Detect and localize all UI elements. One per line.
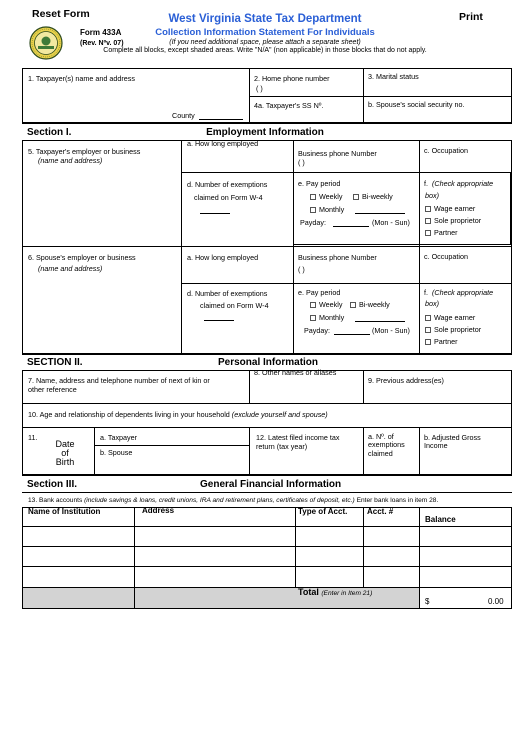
spouse-sole-proprietor-checkbox[interactable]: Sole proprietor	[425, 326, 481, 334]
spouse-employer-label: 6. Spouse's employer or business	[28, 253, 136, 262]
home-phone-label: 2. Home phone number	[254, 74, 330, 83]
col-acct-number: Acct. #	[367, 507, 394, 516]
occupation-label: c. Occupation	[424, 146, 468, 155]
taxpayer-name-label: 1. Taxpayer(s) name and address	[28, 74, 135, 83]
spouse-check-box-note: (Check appropriate	[432, 288, 494, 297]
section-1-label: Section I.	[27, 127, 72, 138]
dob-taxpayer-label: a. Taxpayer	[100, 433, 138, 442]
form-title: Collection Information Statement For Individuals	[155, 27, 375, 38]
spouse-business-phone-label: Business phone Number	[298, 253, 377, 262]
spouse-exemptions-sub: claimed on Form W-4	[200, 301, 269, 310]
col-type-of-acct: Type of Acct.	[298, 507, 348, 516]
taxpayer-name-field[interactable]	[28, 86, 243, 110]
check-box-note-2: box)	[425, 191, 439, 200]
section-2-title: Personal Information	[218, 357, 319, 368]
spouse-monthly-field[interactable]	[355, 321, 405, 322]
check-box-note: (Check appropriate	[432, 179, 494, 188]
dependents-label: 10. Age and relationship of dependents living in your household (exclude yourself and spouse)	[28, 410, 328, 419]
total-row-shade	[23, 588, 134, 608]
spouse-weekly-checkbox[interactable]: Weekly	[310, 301, 342, 309]
item-11-label: 11.	[28, 433, 38, 442]
spouse-biweekly-checkbox[interactable]: Bi-weekly	[350, 301, 390, 309]
business-phone-field[interactable]: ( )	[298, 158, 305, 167]
payday-label: Payday:	[300, 218, 326, 227]
spouse-business-phone-field[interactable]: ( )	[298, 265, 305, 274]
spouse-payday-field[interactable]	[334, 334, 370, 335]
spouse-employer-sub: (name and address)	[38, 264, 103, 273]
section-1-title: Employment Information	[206, 127, 324, 138]
income-tax-sub: return (tax year)	[256, 442, 308, 451]
f-label: f.	[424, 179, 428, 188]
next-of-kin-sub: other reference	[28, 385, 77, 394]
marital-status-label: 3. Marital status	[368, 72, 419, 81]
county-label: County	[172, 111, 195, 120]
spouse-partner-checkbox[interactable]: Partner	[425, 338, 458, 346]
biweekly-checkbox[interactable]: Bi-weekly	[353, 193, 393, 201]
spouse-pay-period-label: e. Pay period	[298, 288, 341, 297]
form-id: Form 433A	[80, 28, 122, 37]
dob-spouse-label: b. Spouse	[100, 448, 133, 457]
weekly-checkbox[interactable]: Weekly	[310, 193, 342, 201]
section-3-title: General Financial Information	[200, 479, 342, 490]
monthly-checkbox[interactable]: Monthly	[310, 206, 344, 214]
income-tax-label: 12. Latest filed income tax	[256, 433, 340, 442]
bank-accounts-label: 13. Bank accounts (include savings & loans, credit unions, IRA and retirement plans, certificates of deposit, etc.) Enter bank loans in item 28.	[28, 497, 439, 504]
spouse-ssn-label: b. Spouse's social security no.	[368, 100, 465, 109]
taxpayer-employer-sub: (name and address)	[38, 156, 103, 165]
spouse-payday-label: Payday:	[304, 326, 330, 335]
how-long-employed-label: a. How long employed	[187, 139, 259, 148]
previous-address-label: 9. Previous address(es)	[368, 376, 444, 385]
spouse-monthly-checkbox[interactable]: Monthly	[310, 314, 344, 322]
exemptions-w4-field[interactable]	[200, 213, 230, 214]
next-of-kin-label: 7. Name, address and telephone number of next of kin or	[28, 376, 210, 385]
spouse-how-long-label: a. How long employed	[187, 253, 259, 262]
spouse-exemptions-label: d. Number of exemptions	[187, 289, 268, 298]
instructions-note: Complete all blocks, except shaded areas. Write "N/A" (non applicable) in those blocks that do not apply.	[103, 47, 427, 54]
other-names-label: 8. Other names or aliases	[254, 368, 337, 377]
reset-form-button[interactable]: Reset Form	[32, 8, 90, 20]
exemptions-w4-label: d. Number of exemptions	[187, 180, 268, 189]
spouse-check-box-note-2: box)	[425, 299, 439, 308]
print-button[interactable]: Print	[459, 11, 483, 23]
form-revision: (Rev. Nºv. 07)	[80, 40, 124, 47]
home-phone-field[interactable]: ( )	[256, 84, 263, 93]
spouse-mon-sun-label: (Mon - Sun)	[372, 326, 410, 335]
total-currency: $	[425, 597, 430, 606]
adjusted-gross-income-label: b. Adjusted Gross Income	[424, 433, 481, 451]
spouse-wage-earner-checkbox[interactable]: Wage earner	[425, 314, 475, 322]
pay-period-label: e. Pay period	[298, 179, 341, 188]
mon-sun-label: (Mon - Sun)	[372, 218, 410, 227]
spouse-exemptions-field[interactable]	[204, 320, 234, 321]
sole-proprietor-checkbox[interactable]: Sole proprietor	[425, 217, 481, 225]
monthly-field[interactable]	[355, 213, 405, 214]
total-row-shade-2	[135, 588, 419, 608]
payday-field[interactable]	[333, 226, 369, 227]
taxpayer-ssn-label: 4a. Taxpayer's SS Nº.	[254, 101, 324, 110]
col-balance: Balance	[425, 515, 456, 524]
spouse-f-label: f.	[424, 288, 428, 297]
county-field[interactable]	[199, 119, 243, 120]
total-balance-value[interactable]: 0.00	[488, 597, 504, 606]
spouse-occupation-label: c. Occupation	[424, 252, 468, 261]
wage-earner-checkbox[interactable]: Wage earner	[425, 205, 475, 213]
exemptions-claimed-label: a. Nº. of exemptions claimed	[368, 432, 405, 458]
section-3-label: Section III.	[27, 479, 78, 490]
partner-checkbox[interactable]: Partner	[425, 229, 458, 237]
business-phone-label: Business phone Number	[298, 149, 377, 158]
additional-space-note: (If you need additional space, please attach a separate sheet)	[169, 39, 361, 46]
taxpayer-employer-label: 5. Taxpayer's employer or business	[28, 147, 141, 156]
col-name-of-institution: Name of Institution	[28, 507, 101, 516]
col-address: Address	[142, 506, 175, 515]
section-2-label: SECTION II.	[27, 357, 83, 368]
date-of-birth-label: Date of Birth	[55, 439, 75, 467]
department-name: West Virginia State Tax Department	[168, 13, 362, 25]
total-label: Total (Enter in Item 21)	[298, 587, 373, 597]
exemptions-w4-sub: claimed on Form W-4	[194, 193, 263, 202]
